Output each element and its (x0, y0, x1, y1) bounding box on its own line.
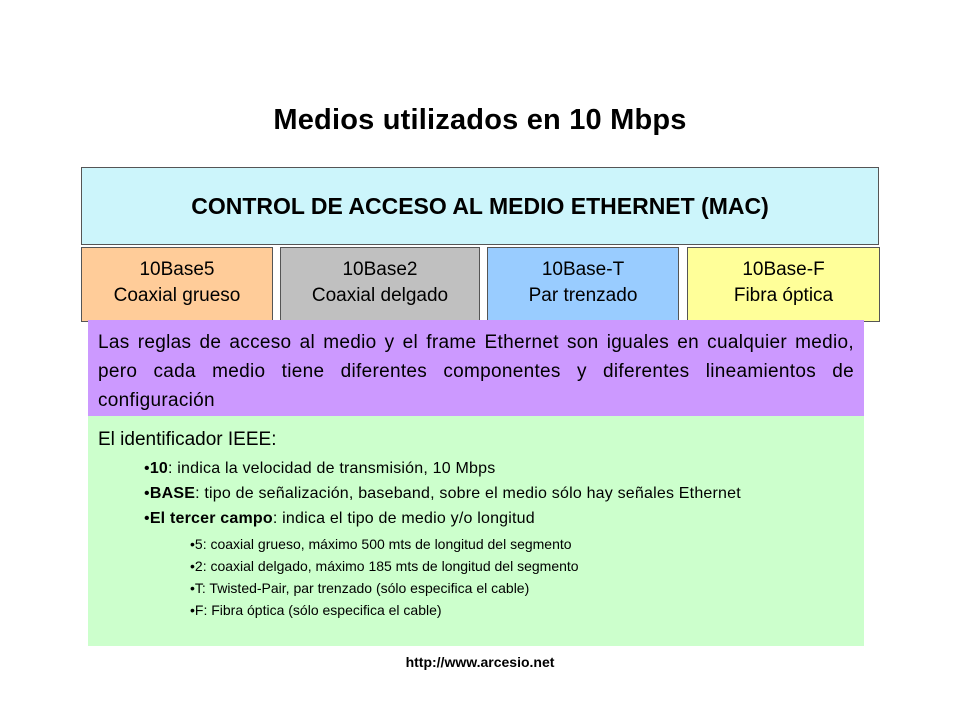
media-box-10base5 (81, 247, 273, 322)
ieee-subitem: •T: Twisted-Pair, par trenzado (sólo especifica el cable) (190, 580, 530, 596)
ieee-subitem: •5: coaxial grueso, máximo 500 mts de longitud del segmento (190, 536, 572, 552)
media-box-10base2 (280, 247, 480, 322)
bullet: • (144, 485, 150, 502)
ieee-subitem: •F: Fibra óptica (sólo especifica el cable) (190, 602, 442, 618)
mac-layer-box (81, 167, 879, 245)
media-box-10base-t (487, 247, 679, 322)
ieee-text: : indica el tipo de medio y/o longitud (272, 510, 535, 527)
ieee-text: : tipo de señalización, baseband, sobre el medio sólo hay señales Ethernet (195, 485, 741, 502)
ieee-term: BASE (149, 485, 196, 502)
ieee-term: 10 (149, 460, 169, 477)
bullet: • (144, 510, 150, 527)
media-name: 10Base-F (742, 259, 825, 280)
media-box-10base-f (687, 247, 880, 322)
media-name: 10Base5 (139, 259, 215, 280)
media-desc: Coaxial delgado (311, 285, 449, 306)
media-desc: Fibra óptica (733, 285, 834, 306)
ieee-identifier-box (88, 416, 864, 646)
media-name: 10Base2 (342, 259, 418, 280)
rules-note: Las reglas de acceso al medio y el frame Ethernet son iguales en cualquier medio, pero cada medio tiene diferentes componentes y diferentes lineamientos de configuración (88, 320, 864, 416)
media-desc: Coaxial grueso (113, 285, 241, 306)
mac-layer-label: CONTROL DE ACCESO AL MEDIO ETHERNET (MAC) (191, 192, 769, 219)
source-url[interactable]: http://www.arcesio.net (405, 654, 555, 670)
ieee-item (144, 483, 854, 505)
media-name: 10Base-T (541, 259, 625, 280)
ieee-item (144, 508, 854, 530)
ieee-term: El tercer campo (149, 510, 273, 527)
media-desc: Par trenzado (528, 285, 638, 306)
bullet: • (144, 460, 150, 477)
ieee-subitem: •2: coaxial delgado, máximo 185 mts de longitud del segmento (190, 558, 579, 574)
ieee-text: : indica la velocidad de transmisión, 10 Mbps (168, 460, 496, 477)
ieee-heading: El identificador IEEE: (98, 429, 277, 450)
ieee-item (144, 458, 854, 480)
slide-title: Medios utilizados en 10 Mbps (273, 104, 687, 136)
